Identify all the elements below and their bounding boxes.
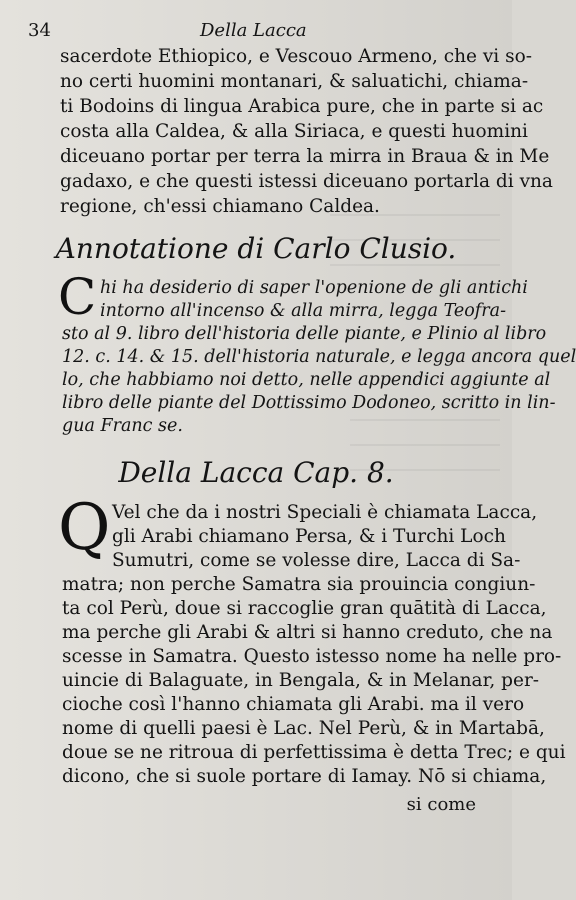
catchword: si come <box>406 794 476 815</box>
text-line: lo, che habbiamo noi detto, nelle appendici aggiunte al <box>62 370 551 390</box>
text-line: dicono, che si suole portare di Iamay. Nō si chiama, <box>62 766 547 787</box>
text-line: intorno all'incenso & alla mirra, legga Teofra- <box>100 301 506 321</box>
chapter-dropcap: Q <box>58 491 111 565</box>
text-line: no certi huomini montanari, & saluatichi, chiama- <box>60 71 529 92</box>
text-line: nome di quelli paesi è Lac. Nel Perù, & in Martabā, <box>62 718 545 739</box>
text-line: diceuano portar per terra la mirra in Braua & in Me <box>60 146 550 167</box>
text-line: sto al 9. libro dell'historia delle piante, e Plinio al libro <box>62 324 547 344</box>
annotation-dropcap: C <box>58 268 97 326</box>
text-line: ma perche gli Arabi & altri si hanno creduto, che na <box>62 622 553 643</box>
text-line: Sumutri, come se volesse dire, Lacca di Sa- <box>112 550 521 571</box>
text-line: Vel che da i nostri Speciali è chiamata Lacca, <box>112 502 538 523</box>
text-line: gua Franc se. <box>62 416 183 436</box>
text-line: matra; non perche Samatra sia prouincia congiun- <box>62 574 536 595</box>
text-line: gli Arabi chiamano Persa, & i Turchi Loch <box>112 526 506 547</box>
text-line: doue se ne ritroua di perfettissima è detta Trec; e qui <box>62 742 566 763</box>
text-line: gadaxo, e che questi istessi diceuano portarla di vna <box>60 171 553 192</box>
text-line: regione, ch'essi chiamano Caldea. <box>60 196 380 217</box>
text-line: sacerdote Ethiopico, e Vescouo Armeno, che vi so- <box>60 46 532 67</box>
text-line: libro delle piante del Dottissimo Dodoneo, scritto in lin- <box>62 393 556 413</box>
page-number: 34 <box>28 20 51 41</box>
text-line: ti Bodoins di lingua Arabica pure, che in parte si ac <box>60 96 544 117</box>
text-line: cioche così l'hanno chiamata gli Arabi. ma il vero <box>62 694 525 715</box>
chapter-heading: Della Lacca Cap. 8. <box>118 456 394 489</box>
annotation-heading: Annotatione di Carlo Clusio. <box>55 232 457 265</box>
text-line: ta col Perù, doue si raccoglie gran quātità di Lacca, <box>62 598 547 619</box>
running-head: Della Lacca <box>200 20 307 41</box>
text-line: 12. c. 14. & 15. dell'historia naturale, e legga ancora quel <box>62 347 576 367</box>
text-line: hi ha desiderio di saper l'openione de gli antichi <box>100 278 528 298</box>
text-line: uincie di Balaguate, in Bengala, & in Melanar, per- <box>62 670 540 691</box>
text-line: costa alla Caldea, & alla Siriaca, e questi huomini <box>60 121 528 142</box>
text-line: scesse in Samatra. Questo istesso nome ha nelle pro- <box>62 646 562 667</box>
